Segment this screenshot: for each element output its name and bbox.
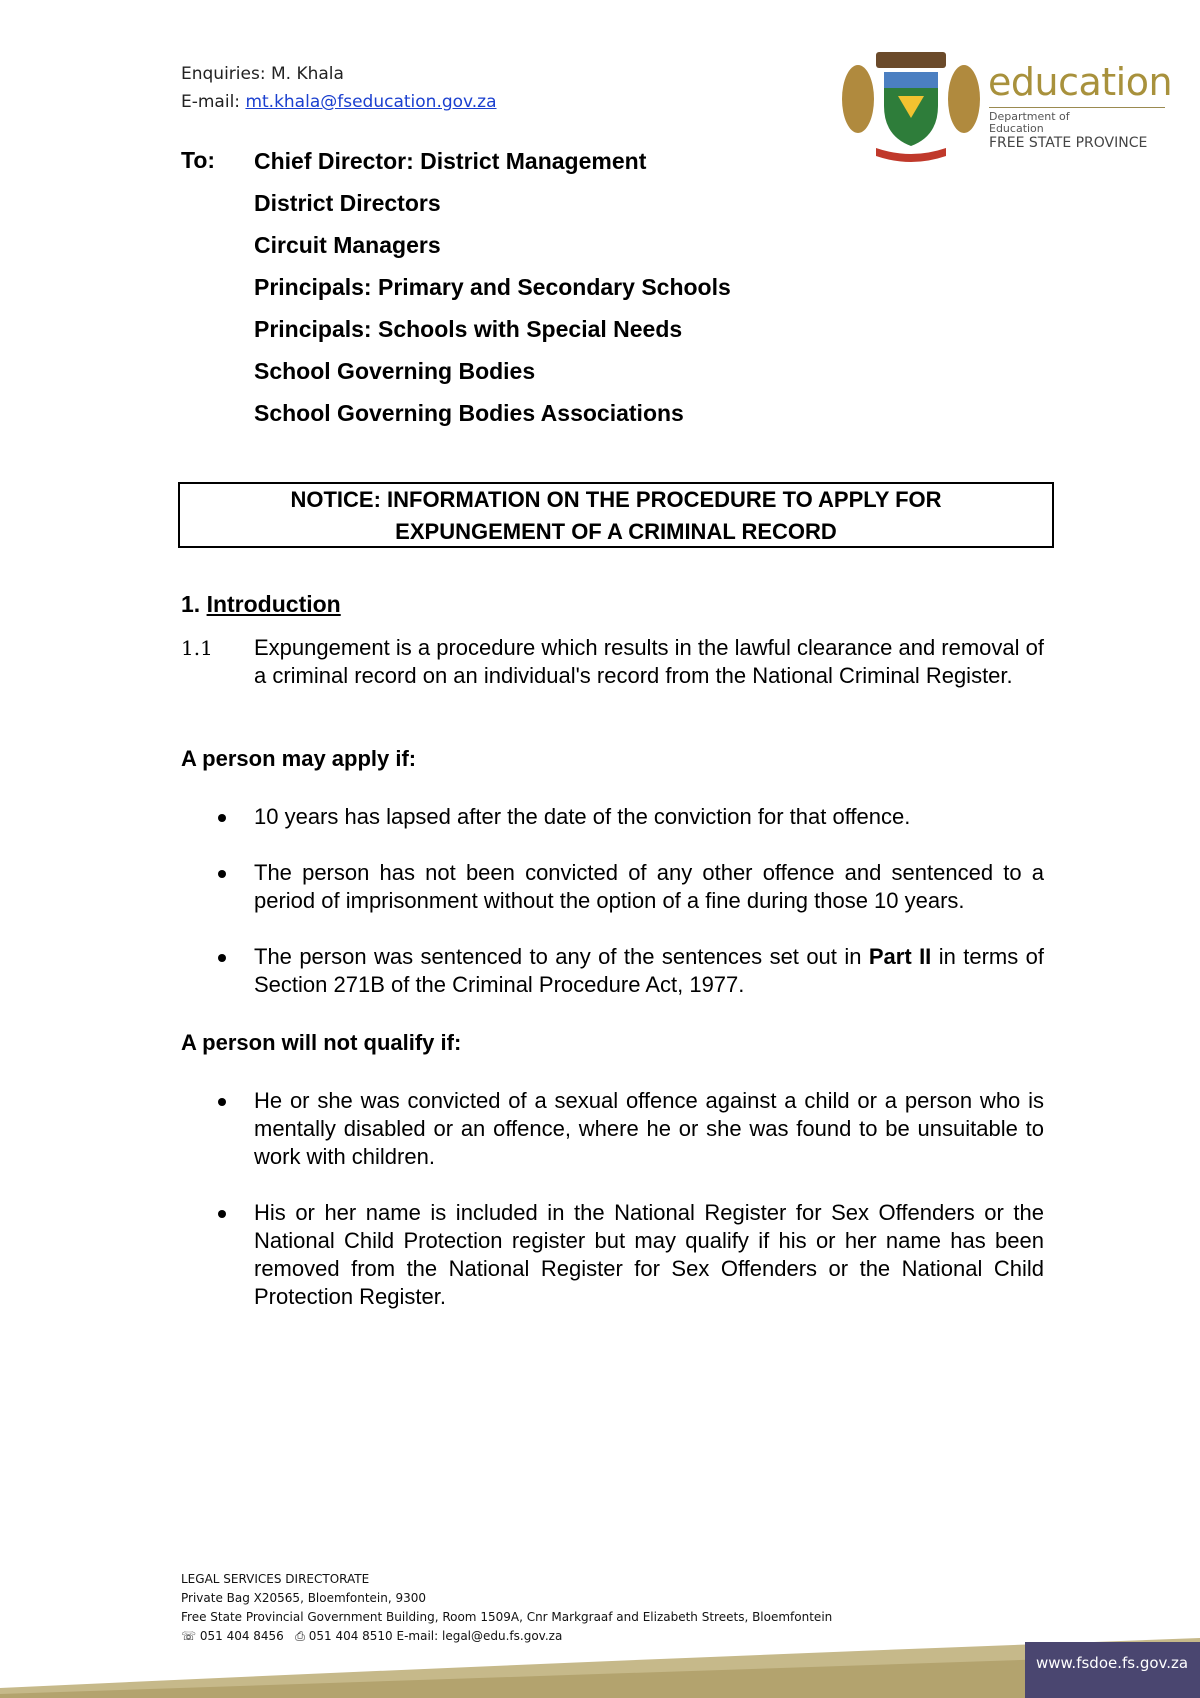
list-item-text: His or her name is included in the National Register for Sex Offenders or the National Child Protection register but may qualify if his or her name has been removed from the National Register for Sex Offenders or the National Child Protection Register. [254,1200,1044,1309]
logo-province: FREE STATE PROVINCE [989,135,1148,151]
may-apply-heading: A person may apply if: [181,746,417,771]
recipient-list [254,147,954,441]
footer-street: Free State Provincial Government Building, Room 1509A, Cnr Markgraaf and Elizabeth Streets, Bloemfontein [181,1610,833,1624]
not-qualify-list [254,1087,1044,1311]
notice-title-line1: NOTICE: INFORMATION ON THE PROCEDURE TO APPLY FOR [290,487,942,512]
notice-title-line2: EXPUNGEMENT OF A CRIMINAL RECORD [395,519,837,544]
section-heading [181,591,341,618]
recipient-item: Principals: Primary and Secondary Schools [254,274,731,300]
recipient-item: Circuit Managers [254,232,441,258]
recipient-item: School Governing Bodies [254,358,536,384]
not-qualify-heading: A person will not qualify if: [181,1030,462,1055]
enquiries-block [181,60,497,116]
enquiries-line: Enquiries: M. Khala [181,64,344,84]
notice-box [178,482,1054,548]
email-label: E-mail: [181,92,246,112]
list-item [254,859,1044,915]
recipient-item: Principals: Schools with Special Needs [254,316,683,342]
education-logo [836,44,1176,164]
logo-subtitle [989,111,1070,135]
fax-icon: ⎙ [295,1629,305,1643]
logo-wordmark: education [988,60,1173,104]
list-item-text: He or she was convicted of a sexual offence against a child or a person who is mentally disabled or an offence, where he or she was found to be unsuitable to work with children. [254,1088,1044,1169]
section-title: Introduction [206,591,341,617]
list-item [254,803,1044,831]
phone-icon: ☏ [181,1629,197,1643]
website-link[interactable]: www.fsdoe.fs.gov.za [1036,1654,1189,1672]
bullet-icon [218,954,226,962]
bullet-icon [218,1210,226,1218]
list-item [254,1199,1044,1311]
to-label: To: [181,147,216,173]
footer-directorate: LEGAL SERVICES DIRECTORATE [181,1572,370,1586]
section-number: 1. [181,591,207,617]
email-link[interactable]: mt.khala@fseducation.gov.za [245,92,497,112]
coat-of-arms-icon [836,44,986,164]
footer-band [0,1630,1200,1698]
logo-divider [989,107,1165,108]
list-item [254,1087,1044,1171]
paragraph-number: 1.1 [181,636,213,660]
recipient-item: District Directors [254,190,441,216]
bullet-icon [218,814,226,822]
logo-line2: Education [989,122,1044,135]
recipient-item: Chief Director: District Management [254,148,647,174]
recipient-item: School Governing Bodies Associations [254,400,684,426]
email-line [181,88,497,116]
list-item-text: The person was sentenced to any of the sentences set out in [254,944,869,969]
list-item [254,943,1044,999]
footer-fax-email: 051 404 8510 E-mail: legal@edu.fs.gov.za [308,1629,563,1643]
bullet-icon [218,1098,226,1106]
list-item-text: 10 years has lapsed after the date of the conviction for that offence. [254,804,911,829]
footer-phone: 051 404 8456 [199,1629,284,1643]
list-item-text: The person has not been convicted of any other offence and sentenced to a period of imprisonment without the option of a fine during those 10 years. [254,860,1044,913]
may-apply-list [254,803,1044,999]
list-item-text-end: in terms of Section 271B of the Criminal Procedure Act, 1977. [254,944,1045,997]
logo-line1: Department of [989,110,1070,123]
bullet-icon [218,870,226,878]
introduction-paragraph: Expungement is a procedure which results in the lawful clearance and removal of a criminal record on an individual's record from the National Criminal Register. [254,635,1044,688]
footer-postal: Private Bag X20565, Bloemfontein, 9300 [181,1591,427,1605]
part-ii-emphasis: Part II [868,944,932,969]
